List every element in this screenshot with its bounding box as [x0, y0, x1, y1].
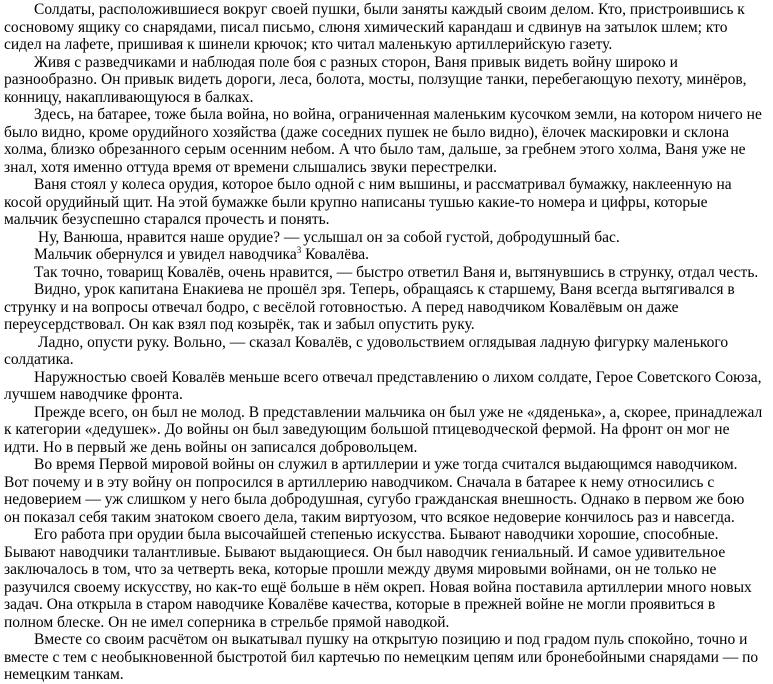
paragraph: Ваня стоял у колеса орудия, которое было одной с ним вышины, и рассматривал бумажку, наклеенную на косой орудийный щит. На этой бумажке были крупно написаны тушью какие-то номера и цифры, которые мальчик безуспешно старался прочесть и понять. [4, 176, 732, 228]
paragraph: Прежде всего, он был не молод. В представлении мальчика он был уже не «дяденька», а, скорее, принадлежал к категории «дедушек». До войны он был заведующим большой птицеводческой фермой. На фронт он мог не идти. Но в первый же день войны он записался добровольцем. [4, 403, 763, 456]
dialog-paragraph: Ладно, опусти руку. Вольно, — сказал Ковалёв, с удовольствием оглядывая ладную фигурку маленького солдатика. [4, 333, 729, 368]
paragraph: Наружностью своей Ковалёв меньше всего отвечал представлению о лихом солдате, Герое Советского Союза, лучшем наводчике фронта. [4, 368, 762, 403]
dialog-paragraph: Ну, Ванюша, нравится наше орудие? — услышал он за собой густой, добродушный бас. [38, 228, 620, 246]
paragraph: Живя с разведчиками и наблюдая поле боя с разных сторон, Ваня привык видеть войну широко и разнообразно. Он привык видеть дороги, леса, болота, мосты, ползущие танки, перебегающую пехоту, минёров, конницу, накапливающуюся в балках. [4, 53, 747, 106]
paragraph-text: Мальчик обернулся и увидел наводчика [34, 246, 297, 263]
paragraph: Здесь, на батарее, тоже была война, но война, ограниченная маленьким кусочком земли, на котором ничего не было видно, кроме орудийного хозяйства (даже соседних пушек не было видно), ёлочек маскировки и склона холма, близко обрезанного серым осенним небом. А что было там, дальше, за гребнем этого холма, Ваня уже не знал, хотя именно оттуда время от времени слышались звуки перестрелки. [4, 106, 762, 176]
paragraph: Его работа при орудии была высочайшей степенью искусства. Бывают наводчики хорошие, способные. Бывают наводчики талантливые. Бывают выдающиеся. Он был наводчик гениальный. И самое удивительное заключалось в том, что за четверть века, которые прошли между двумя мировыми войнами, он не только не разучился своему искусству, но как-то ещё больше в нём окреп. Новая война поставила артиллерии много новых задач. Она открыла в старом наводчике Ковалёве качества, которые в прежней войне не могли проявиться в полном блеске. Он не имел соперника в стрельбе прямой наводкой. [4, 526, 752, 631]
paragraph-with-footnote [4, 246, 763, 264]
paragraph: Вместе со своим расчётом он выкатывал пушку на открытую позицию и под градом пуль спокойно, точно и вместе с тем с необыкновенной быстротой бил картечью по немецким цепям или бронебойными снарядами — по немецким танкам. [4, 631, 759, 683]
paragraph: Во время Первой мировой войны он служил в артиллерии и уже тогда считался выдающимся наводчиком. Вот почему и в эту войну он попросился в артиллерию наводчиком. Сначала в батарее к нему относились с недоверием — уж слишком у него была добродушная, сугубо гражданская внешность. Однако в первом же бою он показал себя таким знатоком своего дела, таким виртуозом, что всякое недоверие кончилось раз и навсегда. [4, 456, 745, 526]
paragraph-text-tail: Ковалёва. [301, 246, 370, 263]
footnote-marker: 3 [296, 244, 302, 255]
paragraph: Видно, урок капитана Енакиева не прошёл зря. Теперь, обращаясь к старшему, Ваня всегда вытягивался в струнку и на вопросы отвечал бодро, с весёлой готовностью. А перед наводчиком Ковалёвым он даже переусердствовал. Он как взял под козырёк, так и забыл опустить руку. [4, 281, 735, 333]
paragraph: Солдаты, расположившиеся вокруг своей пушки, были заняты каждый своим делом. Кто, пристроившись к сосновому ящику со снарядами, писал письмо, слюня химический карандаш и сдвинув на затылок шлем; кто сидел на лафете, пришивая к шинели крючок; кто читал маленькую артиллерийскую газету. [4, 1, 745, 53]
paragraph: Так точно, товарищ Ковалёв, очень нравится, — быстро ответил Ваня и, вытянувшись в струнку, отдал честь. [34, 263, 759, 281]
